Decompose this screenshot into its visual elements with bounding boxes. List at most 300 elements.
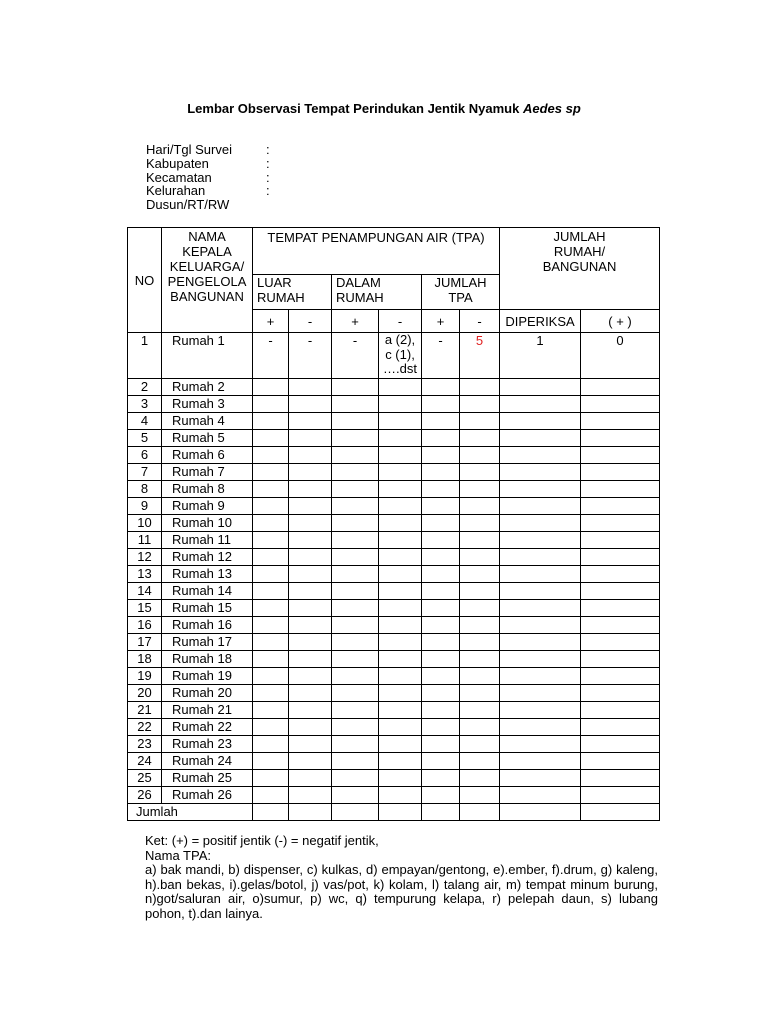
empty-cell <box>460 634 500 651</box>
empty-cell <box>500 719 581 736</box>
row-nama: Rumah 18 <box>162 651 253 668</box>
total-cell <box>581 804 660 821</box>
table-row <box>128 430 660 447</box>
row-no: 11 <box>128 532 162 549</box>
header-no: NO <box>128 228 162 333</box>
empty-cell <box>500 447 581 464</box>
empty-cell <box>460 617 500 634</box>
empty-cell <box>460 515 500 532</box>
header-dalam-line: DALAM <box>336 275 381 290</box>
table-row <box>128 566 660 583</box>
empty-cell <box>253 702 289 719</box>
empty-cell <box>422 532 460 549</box>
title-italic: Aedes sp <box>522 101 581 116</box>
header-nama-line: NAMA <box>188 229 226 244</box>
empty-cell <box>332 396 379 413</box>
empty-cell <box>332 702 379 719</box>
empty-cell <box>500 413 581 430</box>
empty-cell <box>332 787 379 804</box>
empty-cell <box>460 379 500 396</box>
empty-cell <box>422 719 460 736</box>
header-nama-line: KEPALA <box>182 244 232 259</box>
table-row <box>128 413 660 430</box>
empty-cell <box>460 413 500 430</box>
row-nama: Rumah 5 <box>162 430 253 447</box>
cell-dalam-minus <box>379 333 422 379</box>
row-nama: Rumah 24 <box>162 753 253 770</box>
empty-cell <box>460 566 500 583</box>
empty-cell <box>581 736 660 753</box>
header-tpa: TEMPAT PENAMPUNGAN AIR (TPA) <box>253 228 500 275</box>
header-dalam-plus: + <box>332 310 379 333</box>
header-jumlah-rumah-line: RUMAH/ <box>553 244 606 259</box>
empty-cell <box>581 753 660 770</box>
empty-cell <box>581 566 660 583</box>
empty-cell <box>460 396 500 413</box>
empty-cell <box>332 685 379 702</box>
empty-cell <box>581 583 660 600</box>
cell-positif: 0 <box>581 333 660 379</box>
legend-line: Ket: (+) = positif jentik (-) = negatif jentik, <box>145 833 379 848</box>
header-dalam-line: RUMAH <box>336 290 384 305</box>
empty-cell <box>422 396 460 413</box>
empty-cell <box>253 600 289 617</box>
row-no: 3 <box>128 396 162 413</box>
empty-cell <box>581 379 660 396</box>
table-row <box>128 333 660 379</box>
empty-cell <box>379 396 422 413</box>
row-nama: Rumah 22 <box>162 719 253 736</box>
row-nama: Rumah 14 <box>162 583 253 600</box>
empty-cell <box>379 702 422 719</box>
empty-cell <box>253 753 289 770</box>
row-no: 5 <box>128 430 162 447</box>
table-body <box>128 379 660 804</box>
empty-cell <box>422 736 460 753</box>
empty-cell <box>581 770 660 787</box>
empty-cell <box>289 651 332 668</box>
row-nama: Rumah 20 <box>162 685 253 702</box>
empty-cell <box>500 498 581 515</box>
empty-cell <box>379 481 422 498</box>
row-no: 4 <box>128 413 162 430</box>
header-jumlah-plus: + <box>422 310 460 333</box>
empty-cell <box>289 600 332 617</box>
empty-cell <box>289 685 332 702</box>
row-no: 17 <box>128 634 162 651</box>
empty-cell <box>500 736 581 753</box>
empty-cell <box>581 719 660 736</box>
empty-cell <box>460 532 500 549</box>
empty-cell <box>500 787 581 804</box>
info-sep <box>266 198 276 212</box>
header-luar-minus: - <box>289 310 332 333</box>
empty-cell <box>253 736 289 753</box>
empty-cell <box>253 532 289 549</box>
info-label: Kecamatan <box>146 169 212 185</box>
empty-cell <box>460 719 500 736</box>
empty-cell <box>460 498 500 515</box>
header-jumlah-rumah-line: BANGUNAN <box>542 259 617 274</box>
empty-cell <box>332 379 379 396</box>
row-no: 13 <box>128 566 162 583</box>
table-row <box>128 549 660 566</box>
row-nama: Rumah 4 <box>162 413 253 430</box>
header-luar-line: RUMAH <box>257 290 305 305</box>
empty-cell <box>253 498 289 515</box>
table-row <box>128 651 660 668</box>
empty-cell <box>289 566 332 583</box>
row-no: 21 <box>128 702 162 719</box>
row-nama: Rumah 16 <box>162 617 253 634</box>
row-nama: Rumah 10 <box>162 515 253 532</box>
header-luar-line: LUAR <box>257 275 292 290</box>
info-label: Hari/Tgl Survei <box>146 142 232 157</box>
observation-table <box>127 227 660 821</box>
total-cell <box>500 804 581 821</box>
empty-cell <box>581 634 660 651</box>
row-no: 15 <box>128 600 162 617</box>
table-row <box>128 668 660 685</box>
empty-cell <box>422 447 460 464</box>
empty-cell <box>581 532 660 549</box>
row-no: 10 <box>128 515 162 532</box>
empty-cell <box>581 515 660 532</box>
empty-cell <box>422 634 460 651</box>
empty-cell <box>500 396 581 413</box>
empty-cell <box>460 481 500 498</box>
empty-cell <box>332 549 379 566</box>
info-sep: : <box>266 155 270 171</box>
header-positif: ( + ) <box>581 310 660 333</box>
empty-cell <box>253 617 289 634</box>
info-label: Kabupaten <box>146 155 209 171</box>
empty-cell <box>500 770 581 787</box>
row-no: 22 <box>128 719 162 736</box>
empty-cell <box>422 668 460 685</box>
table-row <box>128 634 660 651</box>
empty-cell <box>422 617 460 634</box>
row-no: 19 <box>128 668 162 685</box>
empty-cell <box>422 464 460 481</box>
empty-cell <box>332 532 379 549</box>
empty-cell <box>581 617 660 634</box>
total-cell <box>289 804 332 821</box>
empty-cell <box>253 685 289 702</box>
empty-cell <box>379 566 422 583</box>
row-no: 25 <box>128 770 162 787</box>
empty-cell <box>289 634 332 651</box>
empty-cell <box>379 515 422 532</box>
table-row <box>128 379 660 396</box>
table-row <box>128 447 660 464</box>
empty-cell <box>379 498 422 515</box>
row-nama: Rumah 2 <box>162 379 253 396</box>
total-label: Jumlah <box>128 804 253 821</box>
empty-cell <box>289 447 332 464</box>
cell-luar-minus: - <box>289 333 332 379</box>
empty-cell <box>253 668 289 685</box>
page-title <box>0 101 768 116</box>
header-diperiksa: DIPERIKSA <box>500 310 581 333</box>
empty-cell <box>422 413 460 430</box>
empty-cell <box>500 685 581 702</box>
empty-cell <box>289 668 332 685</box>
row-no: 12 <box>128 549 162 566</box>
total-cell <box>332 804 379 821</box>
row-no: 9 <box>128 498 162 515</box>
empty-cell <box>422 498 460 515</box>
empty-cell <box>460 651 500 668</box>
empty-cell <box>581 668 660 685</box>
empty-cell <box>460 600 500 617</box>
empty-cell <box>332 719 379 736</box>
row-nama: Rumah 7 <box>162 464 253 481</box>
empty-cell <box>289 532 332 549</box>
row-nama: Rumah 26 <box>162 787 253 804</box>
empty-cell <box>500 566 581 583</box>
row-nama: Rumah 25 <box>162 770 253 787</box>
row-nama: Rumah 15 <box>162 600 253 617</box>
empty-cell <box>332 447 379 464</box>
empty-cell <box>332 464 379 481</box>
empty-cell <box>379 651 422 668</box>
empty-cell <box>379 583 422 600</box>
header-jumlah-rumah-line: JUMLAH <box>553 229 606 244</box>
cell-dalam-plus: - <box>332 333 379 379</box>
empty-cell <box>289 396 332 413</box>
empty-cell <box>500 617 581 634</box>
empty-cell <box>332 515 379 532</box>
empty-cell <box>460 770 500 787</box>
empty-cell <box>289 702 332 719</box>
table-row <box>128 481 660 498</box>
empty-cell <box>332 498 379 515</box>
table-row <box>128 719 660 736</box>
empty-cell <box>253 464 289 481</box>
empty-cell <box>289 583 332 600</box>
empty-cell <box>253 430 289 447</box>
empty-cell <box>422 566 460 583</box>
empty-cell <box>332 617 379 634</box>
empty-cell <box>422 651 460 668</box>
info-label: Dusun/RT/RW <box>146 197 230 213</box>
empty-cell <box>332 668 379 685</box>
header-jumlah-tpa <box>422 275 500 310</box>
row-nama: Rumah 21 <box>162 702 253 719</box>
empty-cell <box>253 515 289 532</box>
total-cell <box>422 804 460 821</box>
header-jumlah-tpa-line: JUMLAH <box>434 275 487 290</box>
row-no: 1 <box>128 333 162 379</box>
header-dalam-rumah <box>332 275 422 310</box>
empty-cell <box>379 379 422 396</box>
row-no: 20 <box>128 685 162 702</box>
empty-cell <box>289 498 332 515</box>
total-row <box>128 804 660 821</box>
empty-cell <box>379 464 422 481</box>
title-main: Lembar Observasi Tempat Perindukan Jentik Nyamuk <box>187 101 523 116</box>
info-row <box>146 184 276 198</box>
empty-cell <box>289 753 332 770</box>
empty-cell <box>379 447 422 464</box>
empty-cell <box>379 668 422 685</box>
row-nama: Rumah 13 <box>162 566 253 583</box>
empty-cell <box>253 787 289 804</box>
empty-cell <box>500 753 581 770</box>
row-nama: Rumah 11 <box>162 532 253 549</box>
empty-cell <box>581 702 660 719</box>
header-nama-line: PENGELOLA <box>167 274 247 289</box>
info-sep: : <box>266 142 270 157</box>
empty-cell <box>460 549 500 566</box>
empty-cell <box>289 736 332 753</box>
empty-cell <box>581 600 660 617</box>
info-label: Kelurahan <box>146 183 206 199</box>
table-row <box>128 396 660 413</box>
empty-cell <box>581 787 660 804</box>
row-nama: Rumah 23 <box>162 736 253 753</box>
empty-cell <box>379 753 422 770</box>
table-row <box>128 770 660 787</box>
empty-cell <box>500 481 581 498</box>
row-no: 26 <box>128 787 162 804</box>
empty-cell <box>332 566 379 583</box>
empty-cell <box>253 447 289 464</box>
empty-cell <box>379 413 422 430</box>
empty-cell <box>422 515 460 532</box>
empty-cell <box>460 668 500 685</box>
empty-cell <box>289 379 332 396</box>
empty-cell <box>253 583 289 600</box>
table-row <box>128 464 660 481</box>
empty-cell <box>460 736 500 753</box>
empty-cell <box>379 617 422 634</box>
empty-cell <box>581 447 660 464</box>
row-no: 16 <box>128 617 162 634</box>
empty-cell <box>581 464 660 481</box>
empty-cell <box>460 787 500 804</box>
cell-dalam-minus-line: a (2), <box>384 332 416 347</box>
header-luar-rumah <box>253 275 332 310</box>
empty-cell <box>500 549 581 566</box>
empty-cell <box>289 617 332 634</box>
tpa-list: a) bak mandi, b) dispenser, c) kulkas, d) empayan/gentong, e).ember, f).drum, g) kaleng, h).ban bekas, i).gelas/botol, j) vas/pot, k) kolam, l) talang air, m) tempat minum burung, n)got/saluran air, o)sumur, p) wc, q) tempurung kelapa, r) pelepah daun, s) lubang pohon, t).dan lainya. <box>145 862 658 921</box>
empty-cell <box>332 736 379 753</box>
empty-cell <box>422 430 460 447</box>
header-jumlah-minus: - <box>460 310 500 333</box>
empty-cell <box>500 430 581 447</box>
header-jumlah-rumah <box>500 228 660 310</box>
empty-cell <box>460 447 500 464</box>
empty-cell <box>289 787 332 804</box>
header-nama-line: KELUARGA/ <box>169 259 245 274</box>
empty-cell <box>379 532 422 549</box>
row-no: 23 <box>128 736 162 753</box>
empty-cell <box>422 787 460 804</box>
table-row <box>128 685 660 702</box>
info-sep: : <box>266 183 270 199</box>
header-jumlah-tpa-line: TPA <box>448 290 473 305</box>
empty-cell <box>422 685 460 702</box>
empty-cell <box>422 702 460 719</box>
empty-cell <box>379 770 422 787</box>
row-no: 14 <box>128 583 162 600</box>
empty-cell <box>581 396 660 413</box>
header-nama-line: BANGUNAN <box>170 289 244 304</box>
row-nama: Rumah 6 <box>162 447 253 464</box>
table-row <box>128 617 660 634</box>
total-cell <box>253 804 289 821</box>
empty-cell <box>253 379 289 396</box>
table-row <box>128 787 660 804</box>
empty-cell <box>253 481 289 498</box>
table-row <box>128 515 660 532</box>
empty-cell <box>460 430 500 447</box>
empty-cell <box>581 685 660 702</box>
empty-cell <box>500 702 581 719</box>
empty-cell <box>253 413 289 430</box>
empty-cell <box>460 702 500 719</box>
empty-cell <box>422 549 460 566</box>
empty-cell <box>379 549 422 566</box>
empty-cell <box>422 481 460 498</box>
row-nama: Rumah 8 <box>162 481 253 498</box>
empty-cell <box>460 464 500 481</box>
empty-cell <box>253 651 289 668</box>
empty-cell <box>332 413 379 430</box>
header-dalam-minus: - <box>379 310 422 333</box>
row-nama: Rumah 9 <box>162 498 253 515</box>
header-nama <box>162 228 253 333</box>
empty-cell <box>332 753 379 770</box>
empty-cell <box>332 583 379 600</box>
info-sep: : <box>266 169 270 185</box>
row-no: 6 <box>128 447 162 464</box>
cell-jumlah-plus: - <box>422 333 460 379</box>
info-row <box>146 171 276 185</box>
empty-cell <box>289 481 332 498</box>
empty-cell <box>289 549 332 566</box>
empty-cell <box>422 600 460 617</box>
empty-cell <box>460 685 500 702</box>
empty-cell <box>460 753 500 770</box>
empty-cell <box>289 770 332 787</box>
empty-cell <box>500 668 581 685</box>
empty-cell <box>422 753 460 770</box>
empty-cell <box>253 396 289 413</box>
row-nama: Rumah 1 <box>162 333 253 379</box>
table-row <box>128 600 660 617</box>
row-no: 7 <box>128 464 162 481</box>
legend-line: Nama TPA: <box>145 847 211 863</box>
empty-cell <box>500 379 581 396</box>
empty-cell <box>332 600 379 617</box>
empty-cell <box>289 719 332 736</box>
row-no: 2 <box>128 379 162 396</box>
cell-diperiksa: 1 <box>500 333 581 379</box>
empty-cell <box>422 583 460 600</box>
empty-cell <box>500 634 581 651</box>
cell-luar-plus: - <box>253 333 289 379</box>
empty-cell <box>581 498 660 515</box>
empty-cell <box>253 770 289 787</box>
empty-cell <box>379 600 422 617</box>
empty-cell <box>379 685 422 702</box>
total-cell <box>460 804 500 821</box>
empty-cell <box>289 515 332 532</box>
empty-cell <box>332 481 379 498</box>
